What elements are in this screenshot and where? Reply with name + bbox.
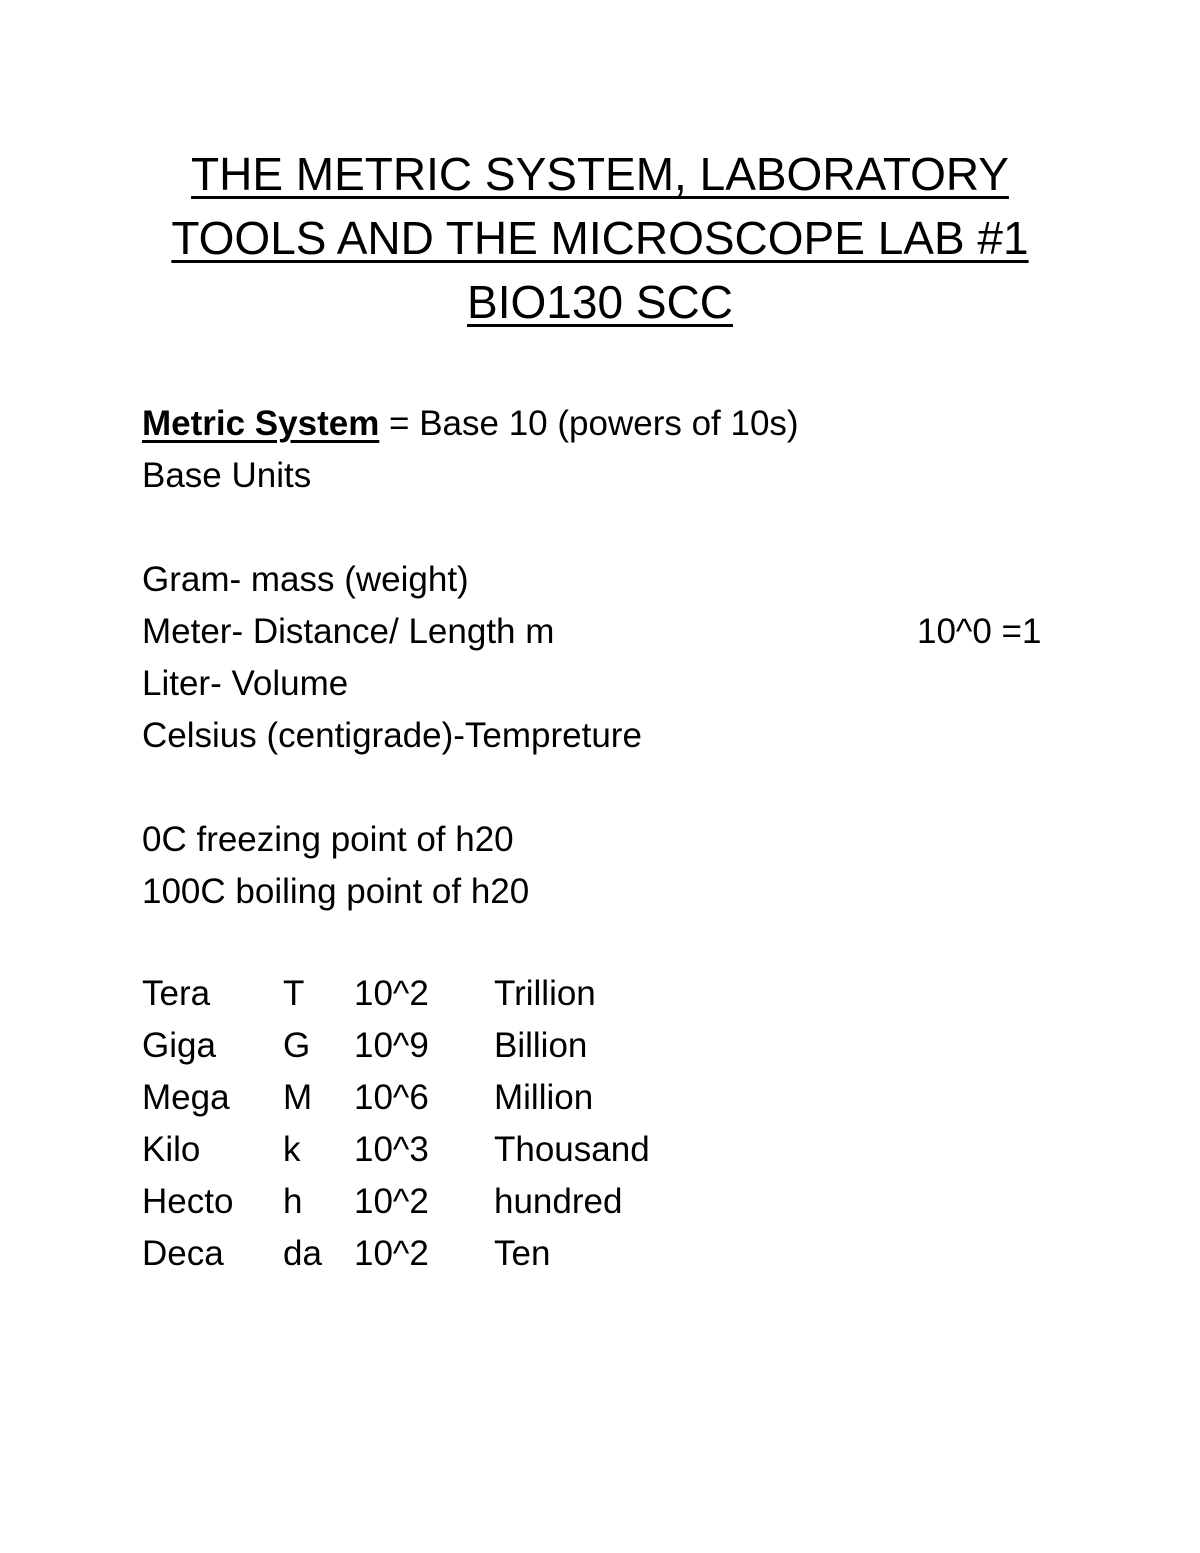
title-line-2-text: TOOLS AND THE MICROSCOPE LAB #1 <box>171 212 1029 264</box>
prefix-row <box>142 1228 794 1280</box>
prefix-power: 10^2 <box>354 1182 429 1221</box>
prefix-power: 10^9 <box>354 1026 429 1065</box>
unit-celsius: Celsius (centigrade)-Tempreture <box>142 716 642 755</box>
temp-boiling: 100C boiling point of h20 <box>142 872 530 911</box>
prefix-symbol: da <box>283 1234 322 1273</box>
prefix-word: Thousand <box>494 1130 650 1169</box>
prefix-row <box>142 1072 794 1124</box>
prefix-symbol: T <box>283 974 305 1013</box>
base-units-label: Base Units <box>142 456 312 495</box>
title-line-1 <box>100 142 1100 206</box>
prefix-name: Hecto <box>142 1182 234 1221</box>
prefix-symbol: G <box>283 1026 311 1065</box>
document-title <box>100 142 1100 334</box>
temp-freezing: 0C freezing point of h20 <box>142 820 514 859</box>
prefix-row <box>142 1124 794 1176</box>
prefix-name: Tera <box>142 974 211 1013</box>
unit-meter: Meter- Distance/ Length m <box>142 612 555 651</box>
prefix-table <box>142 968 794 1280</box>
prefix-word: Ten <box>494 1234 551 1273</box>
prefix-power: 10^2 <box>354 1234 429 1273</box>
prefix-name: Giga <box>142 1026 216 1065</box>
prefix-power: 10^6 <box>354 1078 429 1117</box>
metric-system-line <box>142 398 799 450</box>
unit-liter: Liter- Volume <box>142 664 349 703</box>
prefix-name: Deca <box>142 1234 224 1273</box>
prefix-power: 10^3 <box>354 1130 429 1169</box>
unit-gram: Gram- mass (weight) <box>142 560 469 599</box>
prefix-word: Billion <box>494 1026 588 1065</box>
prefix-name: Mega <box>142 1078 230 1117</box>
title-line-3 <box>100 270 1100 334</box>
metric-system-heading: Metric System <box>142 404 380 443</box>
prefix-word: hundred <box>494 1182 623 1221</box>
prefix-row <box>142 1176 794 1228</box>
prefix-name: Kilo <box>142 1130 201 1169</box>
prefix-symbol: h <box>283 1182 303 1221</box>
title-line-2 <box>100 206 1100 270</box>
prefix-row <box>142 968 794 1020</box>
prefix-row <box>142 1020 794 1072</box>
prefix-symbol: k <box>283 1130 301 1169</box>
title-line-1-text: THE METRIC SYSTEM, LABORATORY <box>191 148 1009 200</box>
prefix-word: Million <box>494 1078 594 1117</box>
meter-power-value: 10^0 =1 <box>917 612 1042 651</box>
prefix-power: 10^2 <box>354 974 429 1013</box>
metric-system-description: = Base 10 (powers of 10s) <box>379 404 799 443</box>
prefix-word: Trillion <box>494 974 596 1013</box>
prefix-symbol: M <box>283 1078 313 1117</box>
title-line-3-text: BIO130 SCC <box>467 276 733 328</box>
